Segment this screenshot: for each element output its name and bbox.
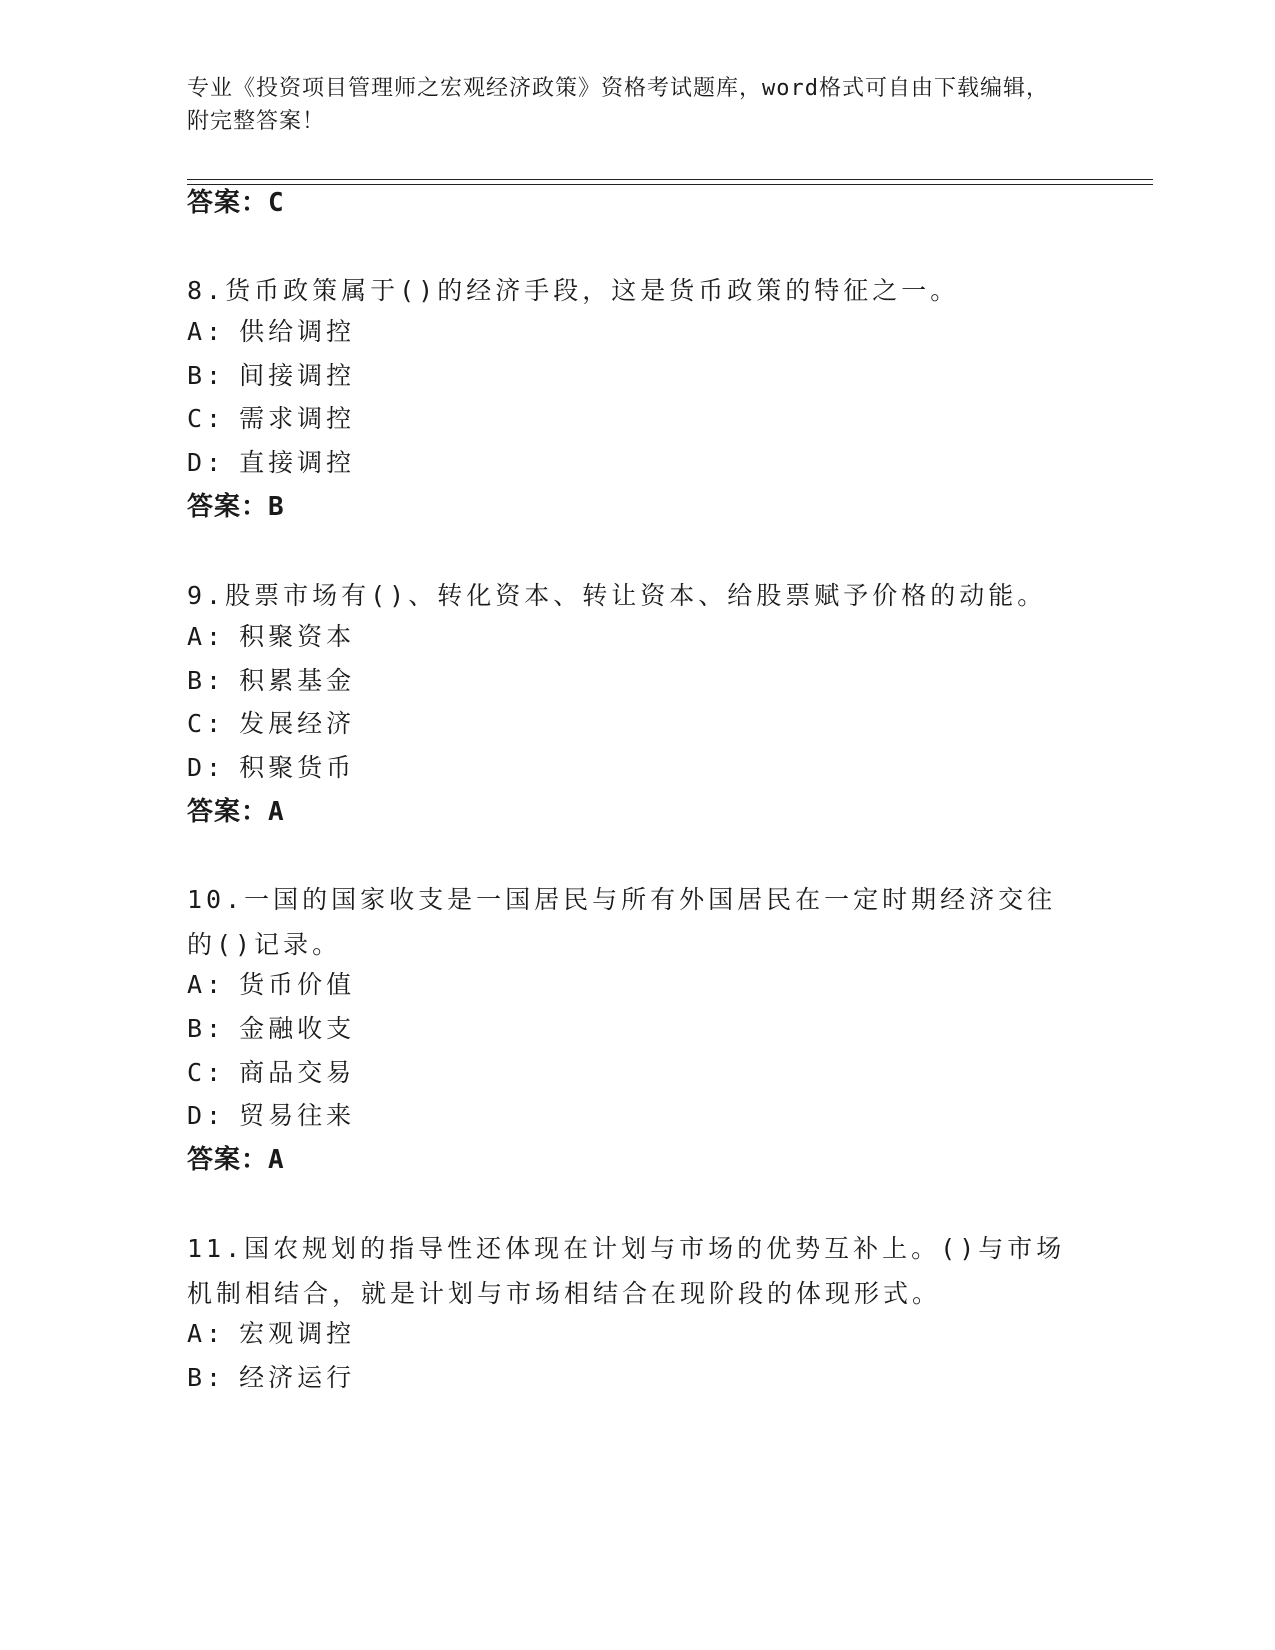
- option-b: B: 金融收支: [187, 1014, 356, 1043]
- option-b: B: 经济运行: [187, 1363, 356, 1392]
- option-a: A: 供给调控: [187, 317, 356, 346]
- option-a: A: 积聚资本: [187, 622, 356, 651]
- answer-label: 答案：A: [187, 1145, 285, 1175]
- option-d: D: 直接调控: [187, 448, 356, 477]
- option-c: C: 发展经济: [187, 709, 356, 738]
- question-stem: 9.股票市场有()、转化资本、转让资本、给股票赋予价格的动能。: [187, 581, 1047, 610]
- question-stem: 8.货币政策属于()的经济手段，这是货币政策的特征之一。: [187, 276, 960, 305]
- answer-label: 答案：B: [187, 492, 285, 522]
- option-b: B: 间接调控: [187, 361, 356, 390]
- question-stem: 10.一国的国家收支是一国居民与所有外国居民在一定时期经济交往的()记录。: [187, 885, 1057, 959]
- answer-label: 答案：A: [187, 797, 285, 827]
- option-c: C: 需求调控: [187, 404, 356, 433]
- header-divider-bottom: [187, 184, 1153, 185]
- option-c: C: 商品交易: [187, 1058, 356, 1087]
- header-divider-top: [187, 179, 1153, 180]
- option-d: D: 贸易往来: [187, 1101, 356, 1130]
- question-stem: 11.国农规划的指导性还体现在计划与市场的优势互补上。()与市场机制相结合，就是计划与市场相结合在现阶段的体现形式。: [187, 1234, 1066, 1308]
- document-header: 专业《投资项目管理师之宏观经济政策》资格考试题库，word格式可自由下载编辑，附完整答案！: [187, 76, 1049, 134]
- option-b: B: 积累基金: [187, 666, 356, 695]
- answer-label: 答案：C: [187, 188, 285, 218]
- option-a: A: 货币价值: [187, 970, 356, 999]
- option-a: A: 宏观调控: [187, 1319, 356, 1348]
- option-d: D: 积聚货币: [187, 753, 356, 782]
